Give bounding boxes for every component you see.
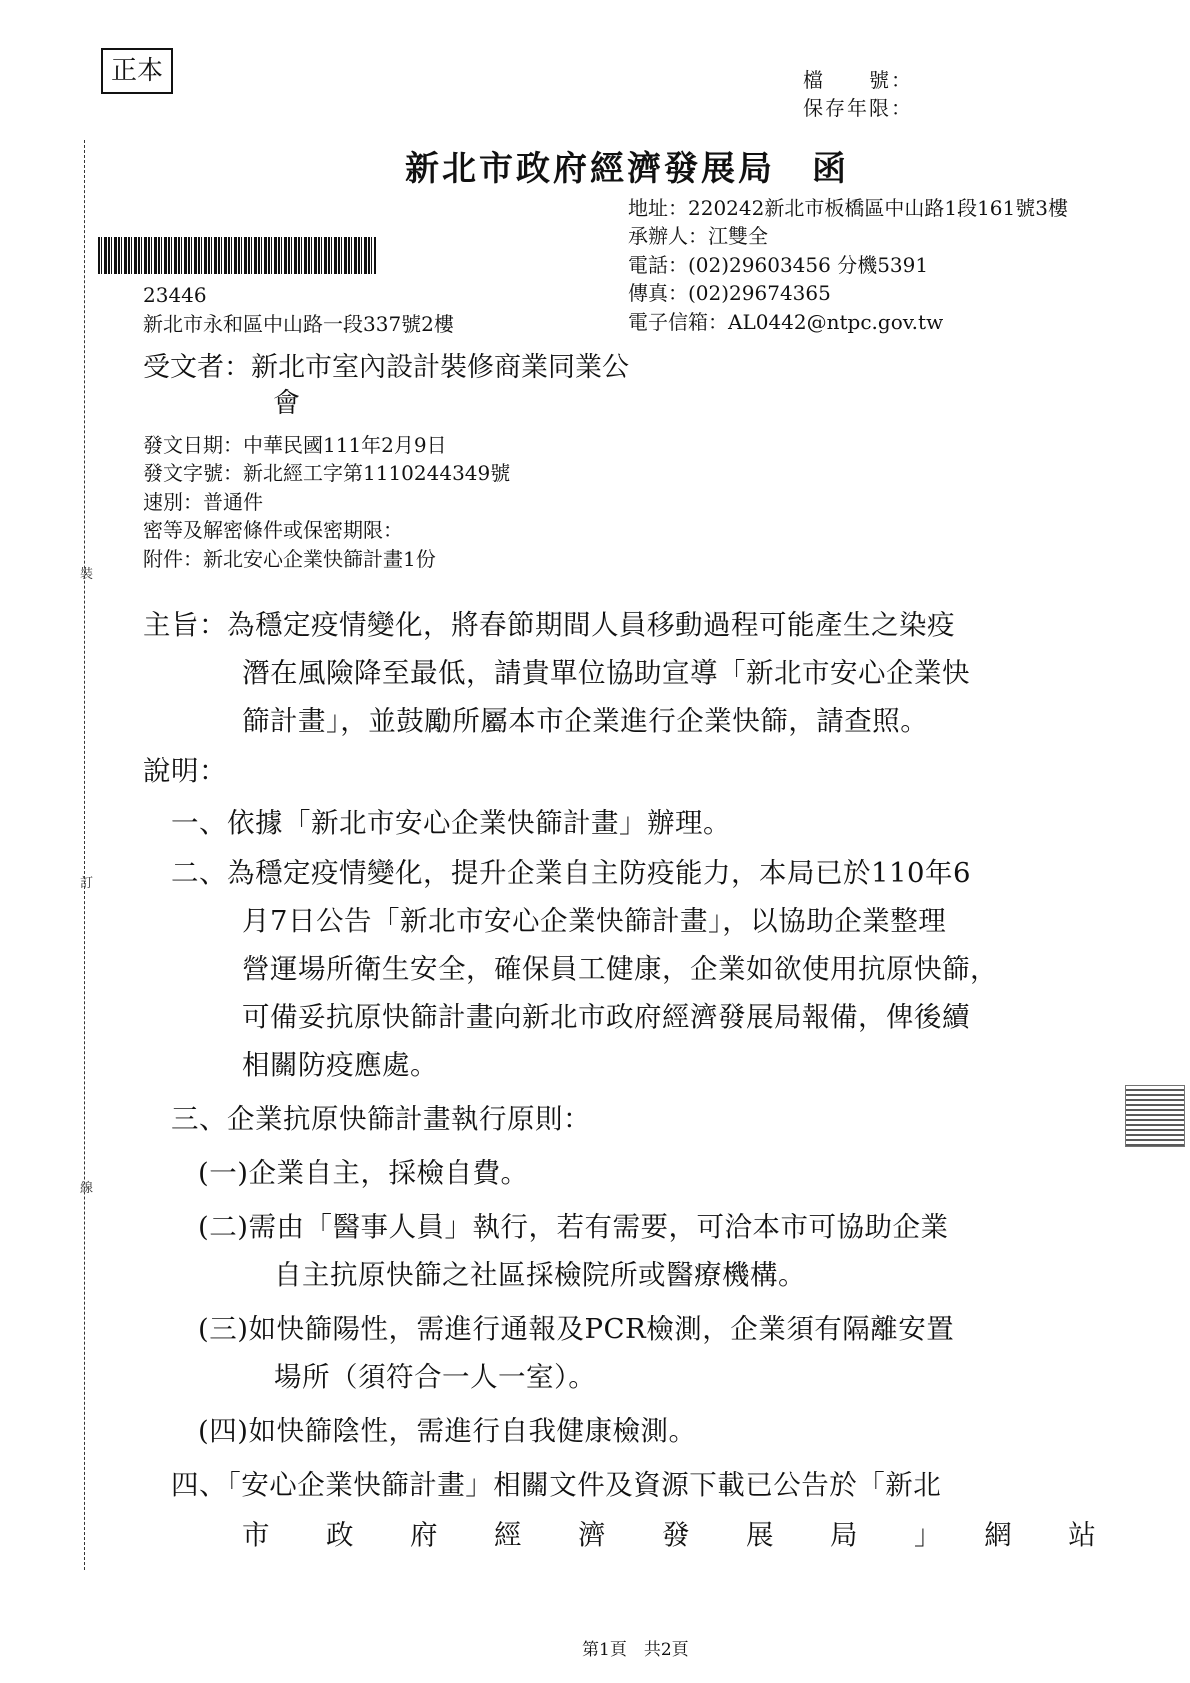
sender-handler: 承辦人：江雙全 [628,224,768,248]
item-2-line-3: 營運場所衛生安全，確保員工健康，企業如欲使用抗原快篩， [242,953,998,985]
binding-mark-zhuang: 裝 [80,567,94,582]
item-4-line-1: 四、「安心企業快篩計畫」相關文件及資源下載已公告於「新北 [171,1469,942,1501]
sender-email: 電子信箱：AL0442@ntpc.gov.tw [628,310,944,334]
item-3: 三、企業抗原快篩計畫執行原則： [171,1103,591,1135]
subject-line-3: 篩計畫」，並鼓勵所屬本市企業進行企業快篩，請查照。 [242,705,929,737]
binding-line [84,140,85,1570]
sub-item-2-line-2: 自主抗原快篩之社區採檢院所或醫療機構。 [274,1259,806,1291]
page-number: 第1頁 共2頁 [582,1640,689,1660]
mailing-address: 新北市永和區中山路一段337號2樓 [143,312,454,336]
delivery-speed: 速別：普通件 [143,490,263,514]
item-2-line-4: 可備妥抗原快篩計畫向新北市政府經濟發展局報備，俾後續 [242,1001,970,1033]
recipient-line-1: 受文者：新北市室內設計裝修商業同業公 [143,352,629,383]
file-number-label: 檔 號： [803,68,913,92]
sub-item-3-line-2: 場所（須符合一人一室）。 [274,1361,597,1393]
attachment: 附件：新北安心企業快篩計畫1份 [143,547,436,571]
retention-period-label: 保存年限： [803,96,913,120]
document-title: 新北市政府經濟發展局 函 [405,149,849,189]
official-seal-stamp [1125,1085,1185,1147]
subject-line-1: 主旨：為穩定疫情變化，將春節期間人員移動過程可能產生之染疫 [143,609,955,641]
item-4-line-2: 市 政 府 經 濟 發 展 局 」 網 站 [242,1519,1097,1551]
binding-mark-xian: 線 [80,1181,94,1196]
original-copy-stamp: 正本 [101,48,173,94]
recipient-line-2: 會 [273,388,300,419]
sender-phone: 電話：(02)29603456 分機5391 [628,253,929,277]
document-number: 發文字號：新北經工字第1110244349號 [143,461,511,485]
explanation-label: 說明： [143,755,227,787]
item-2-line-2: 月7日公告「新北市安心企業快篩計畫」，以協助企業整理 [242,905,947,937]
sub-item-1: (一)企業自主，採檢自費。 [198,1157,529,1189]
binding-mark-ding: 訂 [80,876,94,891]
sub-item-3-line-1: (三)如快篩陽性，需進行通報及PCR檢測，企業須有隔離安置 [198,1313,955,1345]
item-2-line-1: 二、為穩定疫情變化，提升企業自主防疫能力，本局已於110年6 [171,857,971,889]
item-2-line-5: 相關防疫應處。 [242,1049,438,1081]
sub-item-2-line-1: (二)需由「醫事人員」執行，若有需要，可洽本市可協助企業 [198,1211,949,1243]
sub-item-4: (四)如快篩陰性，需進行自我健康檢測。 [198,1415,697,1447]
secrecy-level: 密等及解密條件或保密期限： [143,518,403,542]
sender-fax: 傳真：(02)29674365 [628,281,831,305]
postal-barcode [98,237,376,274]
sender-address: 地址：220242新北市板橋區中山路1段161號3樓 [628,196,1068,220]
postal-code: 23446 [143,283,207,307]
item-1: 一、依據「新北市安心企業快篩計畫」辦理。 [171,807,731,839]
issue-date: 發文日期：中華民國111年2月9日 [143,433,447,457]
subject-line-2: 潛在風險降至最低，請貴單位協助宣導「新北市安心企業快 [242,657,970,689]
